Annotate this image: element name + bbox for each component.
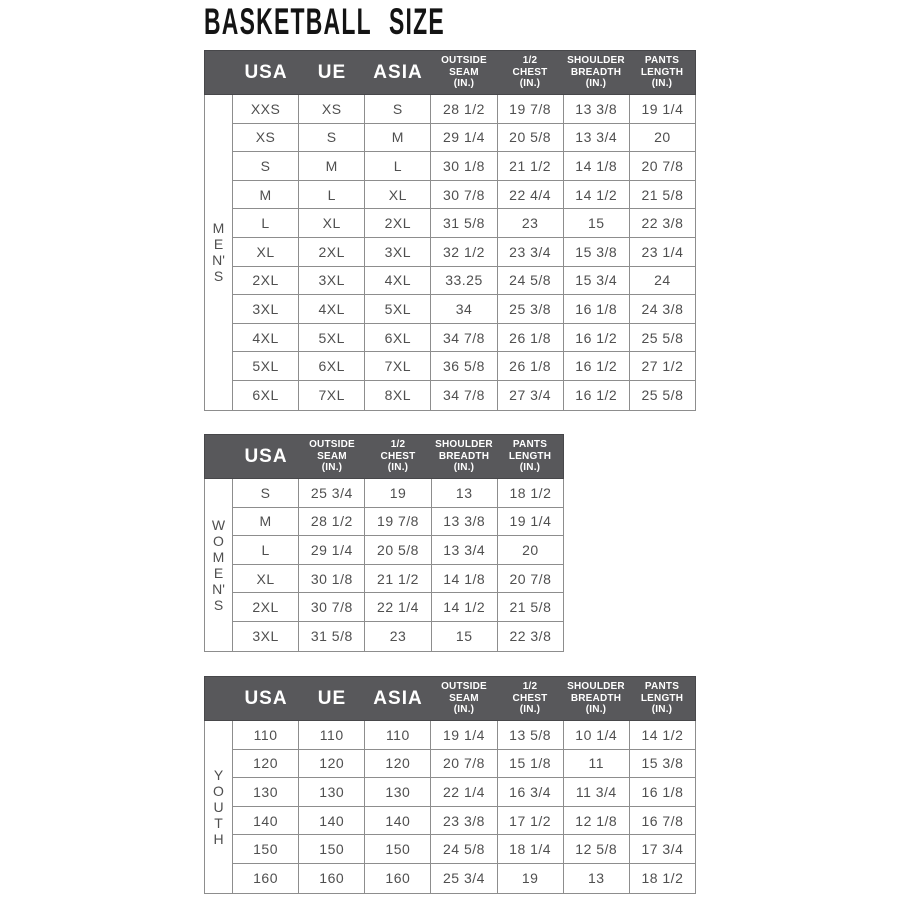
table-cell: 25 3/4 — [431, 864, 497, 893]
mens-table-header — [204, 50, 696, 95]
table-row — [233, 324, 695, 353]
header-cell-line: ASIA — [373, 687, 423, 709]
table-cell: 13 3/4 — [432, 536, 498, 564]
table-cell: 4XL — [233, 324, 299, 352]
group-label-letter: W — [211, 516, 226, 533]
header-cell-shoulder-breadth-in — [563, 51, 629, 94]
mens-size-table — [204, 50, 696, 411]
table-cell: 13 3/4 — [564, 124, 630, 152]
table-cell: 24 5/8 — [431, 835, 497, 863]
table-cell: 30 7/8 — [431, 181, 497, 209]
table-cell: 34 7/8 — [431, 381, 497, 410]
header-cell-line: 1/2 — [522, 55, 538, 67]
table-row — [233, 295, 695, 324]
group-label-letter: E — [213, 564, 224, 581]
header-cell-ue — [299, 51, 365, 94]
header-cell-line: BREADTH — [570, 66, 622, 78]
table-cell: 14 1/8 — [564, 152, 630, 180]
header-cell-usa — [233, 435, 299, 478]
table-cell: 110 — [299, 721, 365, 749]
table-row — [233, 750, 695, 779]
table-cell: 12 1/8 — [564, 807, 630, 835]
table-cell: M — [365, 124, 431, 152]
table-cell: S — [299, 124, 365, 152]
header-cell-line: OUTSIDE — [441, 681, 487, 693]
table-cell: 28 1/2 — [431, 95, 497, 123]
header-cell-line: LENGTH — [640, 66, 684, 78]
table-cell: 140 — [365, 807, 431, 835]
table-cell: 22 1/4 — [431, 778, 497, 806]
group-label-letter: H — [213, 830, 224, 847]
header-cell-line: (IN.) — [453, 704, 475, 716]
table-cell: 19 7/8 — [365, 508, 431, 536]
table-cell: 36 5/8 — [431, 352, 497, 380]
table-cell: 23 3/4 — [498, 238, 564, 266]
header-cell-line: PANTS — [512, 439, 548, 451]
table-cell: 29 1/4 — [431, 124, 497, 152]
table-cell: 23 3/8 — [431, 807, 497, 835]
table-row — [233, 778, 695, 807]
table-cell: 2XL — [365, 209, 431, 237]
table-cell: 20 7/8 — [641, 157, 684, 174]
table-cell: 25 5/8 — [641, 387, 684, 404]
table-cell: 18 1/2 — [509, 484, 552, 501]
table-cell: 29 1/4 — [299, 536, 365, 564]
table-cell: 130 — [233, 778, 299, 806]
table-cell: 10 1/4 — [564, 721, 630, 749]
table-row — [233, 352, 695, 381]
table-cell: 20 7/8 — [431, 750, 497, 778]
header-cell-1-2-chest-in — [365, 435, 431, 478]
group-label-letter: Y — [213, 766, 224, 783]
table-cell: 5XL — [299, 324, 365, 352]
header-cell-line: (IN.) — [519, 462, 541, 474]
table-cell: 15 3/8 — [641, 755, 684, 772]
youth-table-body — [204, 721, 696, 894]
table-cell: 2XL — [233, 593, 299, 621]
group-label-letter: S — [213, 268, 224, 285]
table-row — [233, 267, 695, 296]
table-cell: 15 3/4 — [564, 267, 630, 295]
table-cell: 160 — [299, 864, 365, 893]
header-cell-asia — [365, 677, 431, 720]
header-cell-line: LENGTH — [640, 692, 684, 704]
header-cell-line: SHOULDER — [567, 681, 625, 693]
table-cell: 16 1/8 — [641, 783, 684, 800]
table-cell: 17 3/4 — [641, 841, 684, 858]
youth-rows — [233, 721, 695, 893]
table-cell: 22 4/4 — [498, 181, 564, 209]
table-row — [233, 622, 563, 651]
table-cell: 30 7/8 — [299, 593, 365, 621]
womens-table-body — [204, 479, 564, 652]
header-cell-1-2-chest-in — [497, 677, 563, 720]
table-cell: 11 — [564, 750, 630, 778]
table-cell: 16 1/2 — [564, 324, 630, 352]
group-label-letter: O — [213, 782, 224, 799]
header-cell-line: CHEST — [512, 66, 548, 78]
table-cell: 20 5/8 — [498, 124, 564, 152]
header-cell-ue — [299, 677, 365, 720]
table-cell: 19 — [498, 864, 564, 893]
table-cell: 27 3/4 — [498, 381, 564, 410]
table-cell: 24 5/8 — [498, 267, 564, 295]
table-cell: 20 — [522, 541, 539, 558]
table-cell: 13 — [432, 479, 498, 507]
table-cell: 4XL — [299, 295, 365, 323]
table-row — [233, 124, 695, 153]
table-cell: 6XL — [233, 381, 299, 410]
header-cell-pants-length-in — [629, 51, 695, 94]
table-cell: 120 — [365, 750, 431, 778]
table-cell: 150 — [233, 835, 299, 863]
table-cell: 19 1/4 — [431, 721, 497, 749]
header-cell-pants-length-in — [629, 677, 695, 720]
group-label-letter: T — [214, 814, 223, 831]
table-cell: S — [233, 479, 299, 507]
table-cell: 30 1/8 — [299, 565, 365, 593]
header-cell-line: CHEST — [512, 692, 548, 704]
table-cell: 34 — [431, 295, 497, 323]
header-cell-line: USA — [244, 687, 288, 709]
youth-group-label — [205, 721, 233, 893]
header-cell-line: CHEST — [380, 450, 416, 462]
table-cell: 5XL — [365, 295, 431, 323]
header-cell-1-2-chest-in — [497, 51, 563, 94]
table-cell: 14 1/8 — [432, 565, 498, 593]
table-cell: 22 1/4 — [365, 593, 431, 621]
table-cell: 14 1/2 — [564, 181, 630, 209]
table-cell: L — [233, 209, 299, 237]
header-cell-line: PANTS — [644, 55, 680, 67]
header-cell-line: (IN.) — [651, 704, 673, 716]
table-cell: 24 — [654, 272, 671, 289]
table-row — [233, 381, 695, 410]
header-cell-line: (IN.) — [387, 462, 409, 474]
header-cell-line: OUTSIDE — [441, 55, 487, 67]
header-cell-line: (IN.) — [453, 78, 475, 90]
table-cell: 7XL — [299, 381, 365, 410]
header-cell-shoulder-breadth-in — [431, 435, 497, 478]
table-cell: 23 1/4 — [641, 243, 684, 260]
table-cell: 150 — [365, 835, 431, 863]
table-cell: 23 — [498, 209, 564, 237]
header-cell-line: ASIA — [373, 61, 423, 83]
table-row — [233, 864, 695, 893]
table-cell: 150 — [299, 835, 365, 863]
table-cell: XXS — [233, 95, 299, 123]
table-cell: M — [233, 181, 299, 209]
header-cell-line: (IN.) — [651, 78, 673, 90]
table-cell: 16 3/4 — [498, 778, 564, 806]
table-cell: 16 1/2 — [564, 352, 630, 380]
header-cell-line: USA — [244, 61, 288, 83]
header-cell-usa — [233, 677, 299, 720]
table-cell: 13 3/8 — [432, 508, 498, 536]
table-cell: 140 — [233, 807, 299, 835]
header-cell-line: (IN.) — [519, 78, 541, 90]
header-cell-line: SHOULDER — [567, 55, 625, 67]
table-cell: 19 — [365, 479, 431, 507]
header-cell-pants-length-in — [497, 435, 563, 478]
table-cell: 27 1/2 — [641, 358, 684, 375]
group-label-letter: S — [213, 596, 224, 613]
table-cell: 6XL — [299, 352, 365, 380]
table-cell: 3XL — [233, 295, 299, 323]
header-cell-line: (IN.) — [321, 462, 343, 474]
header-cell-line: (IN.) — [453, 462, 475, 474]
table-cell: 18 1/4 — [498, 835, 564, 863]
table-row — [233, 807, 695, 836]
table-cell: S — [233, 152, 299, 180]
table-cell: M — [233, 508, 299, 536]
table-cell: 21 5/8 — [641, 186, 684, 203]
header-cell-line: UE — [317, 687, 347, 709]
table-cell: L — [365, 152, 431, 180]
table-cell: 120 — [299, 750, 365, 778]
table-cell: 32 1/2 — [431, 238, 497, 266]
table-cell: 30 1/8 — [431, 152, 497, 180]
womens-size-table — [204, 434, 564, 652]
group-label-letter: U — [213, 798, 224, 815]
table-cell: 140 — [299, 807, 365, 835]
table-cell: 14 1/2 — [432, 593, 498, 621]
table-cell: 25 5/8 — [641, 329, 684, 346]
table-cell: 3XL — [299, 267, 365, 295]
table-cell: XL — [365, 181, 431, 209]
header-cell-line: (IN.) — [585, 78, 607, 90]
table-cell: 2XL — [233, 267, 299, 295]
header-spacer-cell — [205, 677, 233, 720]
table-cell: 18 1/2 — [641, 870, 684, 887]
table-row — [233, 593, 563, 622]
table-cell: 3XL — [233, 622, 299, 651]
table-cell: XS — [299, 95, 365, 123]
table-row — [233, 152, 695, 181]
table-cell: 26 1/8 — [498, 324, 564, 352]
table-cell: 14 1/2 — [641, 726, 684, 743]
group-label-letter: E — [213, 236, 224, 253]
group-label-letter: M — [212, 548, 225, 565]
table-row — [233, 181, 695, 210]
table-cell: 22 3/8 — [641, 215, 684, 232]
table-cell: XS — [233, 124, 299, 152]
table-cell: 12 5/8 — [564, 835, 630, 863]
table-cell: 28 1/2 — [299, 508, 365, 536]
header-cell-asia — [365, 51, 431, 94]
table-cell: 4XL — [365, 267, 431, 295]
group-label-letter: M — [212, 220, 225, 237]
table-cell: 7XL — [365, 352, 431, 380]
table-cell: 21 1/2 — [365, 565, 431, 593]
table-cell: 11 3/4 — [564, 778, 630, 806]
header-cell-line: BREADTH — [438, 450, 490, 462]
table-cell: XL — [233, 238, 299, 266]
header-cell-shoulder-breadth-in — [563, 677, 629, 720]
header-cell-outside-seam-in — [431, 51, 497, 94]
table-cell: 3XL — [365, 238, 431, 266]
table-cell: 16 1/8 — [564, 295, 630, 323]
table-cell: 15 — [432, 622, 498, 651]
mens-group-label — [205, 95, 233, 410]
table-row — [233, 835, 695, 864]
table-cell: 22 3/8 — [509, 628, 552, 645]
table-row — [233, 721, 695, 750]
table-cell: 13 3/8 — [564, 95, 630, 123]
table-cell: 15 3/8 — [564, 238, 630, 266]
table-cell: 19 7/8 — [498, 95, 564, 123]
youth-size-table — [204, 676, 696, 894]
header-cell-line: USA — [244, 445, 288, 467]
header-cell-line: UE — [317, 61, 347, 83]
mens-rows — [233, 95, 695, 410]
header-cell-usa — [233, 51, 299, 94]
womens-table-header — [204, 434, 564, 479]
table-cell: 21 1/2 — [498, 152, 564, 180]
header-cell-line: SEAM — [317, 450, 347, 462]
table-cell: 20 — [654, 129, 671, 146]
womens-group-label — [205, 479, 233, 651]
table-cell: 20 7/8 — [509, 570, 552, 587]
table-cell: 110 — [233, 721, 299, 749]
table-cell: L — [233, 536, 299, 564]
youth-table-header — [204, 676, 696, 721]
table-cell: 19 1/4 — [641, 100, 684, 117]
table-cell: 8XL — [365, 381, 431, 410]
header-cell-line: (IN.) — [585, 704, 607, 716]
table-cell: 13 5/8 — [498, 721, 564, 749]
table-cell: 34 7/8 — [431, 324, 497, 352]
table-cell: 130 — [299, 778, 365, 806]
table-cell: 160 — [365, 864, 431, 893]
table-cell: 17 1/2 — [498, 807, 564, 835]
table-cell: 21 5/8 — [509, 599, 552, 616]
header-cell-line: (IN.) — [519, 704, 541, 716]
table-cell: 23 — [365, 622, 431, 651]
table-cell: 31 5/8 — [299, 622, 365, 651]
header-cell-line: LENGTH — [508, 450, 552, 462]
header-cell-line: 1/2 — [522, 681, 538, 693]
table-cell: S — [365, 95, 431, 123]
header-cell-outside-seam-in — [431, 677, 497, 720]
table-cell: 160 — [233, 864, 299, 893]
womens-rows — [233, 479, 563, 651]
header-cell-line: SEAM — [449, 692, 479, 704]
table-row — [233, 479, 563, 508]
table-cell: 110 — [365, 721, 431, 749]
table-cell: L — [299, 181, 365, 209]
group-label-letter: O — [213, 532, 224, 549]
table-cell: 31 5/8 — [431, 209, 497, 237]
table-cell: XL — [299, 209, 365, 237]
table-cell: 25 3/4 — [299, 479, 365, 507]
mens-table-body — [204, 95, 696, 411]
table-row — [233, 95, 695, 124]
header-cell-line: BREADTH — [570, 692, 622, 704]
table-cell: M — [299, 152, 365, 180]
table-row — [233, 565, 563, 594]
header-spacer-cell — [205, 435, 233, 478]
table-row — [233, 536, 563, 565]
header-cell-line: 1/2 — [390, 439, 406, 451]
table-row — [233, 238, 695, 267]
table-row — [233, 209, 695, 238]
header-spacer-cell — [205, 51, 233, 94]
header-cell-line: SEAM — [449, 66, 479, 78]
group-label-letter: N' — [212, 252, 225, 269]
table-cell: 26 1/8 — [498, 352, 564, 380]
table-cell: 15 — [564, 209, 630, 237]
page-title: BASKETBALL SIZE — [204, 1, 445, 42]
table-cell: 130 — [365, 778, 431, 806]
header-cell-outside-seam-in — [299, 435, 365, 478]
table-cell: 19 1/4 — [509, 513, 552, 530]
table-cell: 120 — [233, 750, 299, 778]
group-label-letter: N' — [212, 580, 225, 597]
table-cell: 20 5/8 — [365, 536, 431, 564]
table-cell: 25 3/8 — [498, 295, 564, 323]
header-cell-line: PANTS — [644, 681, 680, 693]
header-cell-line: OUTSIDE — [309, 439, 355, 451]
table-cell: 2XL — [299, 238, 365, 266]
table-row — [233, 508, 563, 537]
table-cell: 5XL — [233, 352, 299, 380]
table-cell: 6XL — [365, 324, 431, 352]
table-cell: 16 7/8 — [641, 812, 684, 829]
table-cell: 13 — [564, 864, 630, 893]
table-cell: 33.25 — [431, 267, 497, 295]
table-cell: XL — [233, 565, 299, 593]
table-cell: 16 1/2 — [564, 381, 630, 410]
table-cell: 24 3/8 — [641, 300, 684, 317]
header-cell-line: SHOULDER — [435, 439, 493, 451]
table-cell: 15 1/8 — [498, 750, 564, 778]
